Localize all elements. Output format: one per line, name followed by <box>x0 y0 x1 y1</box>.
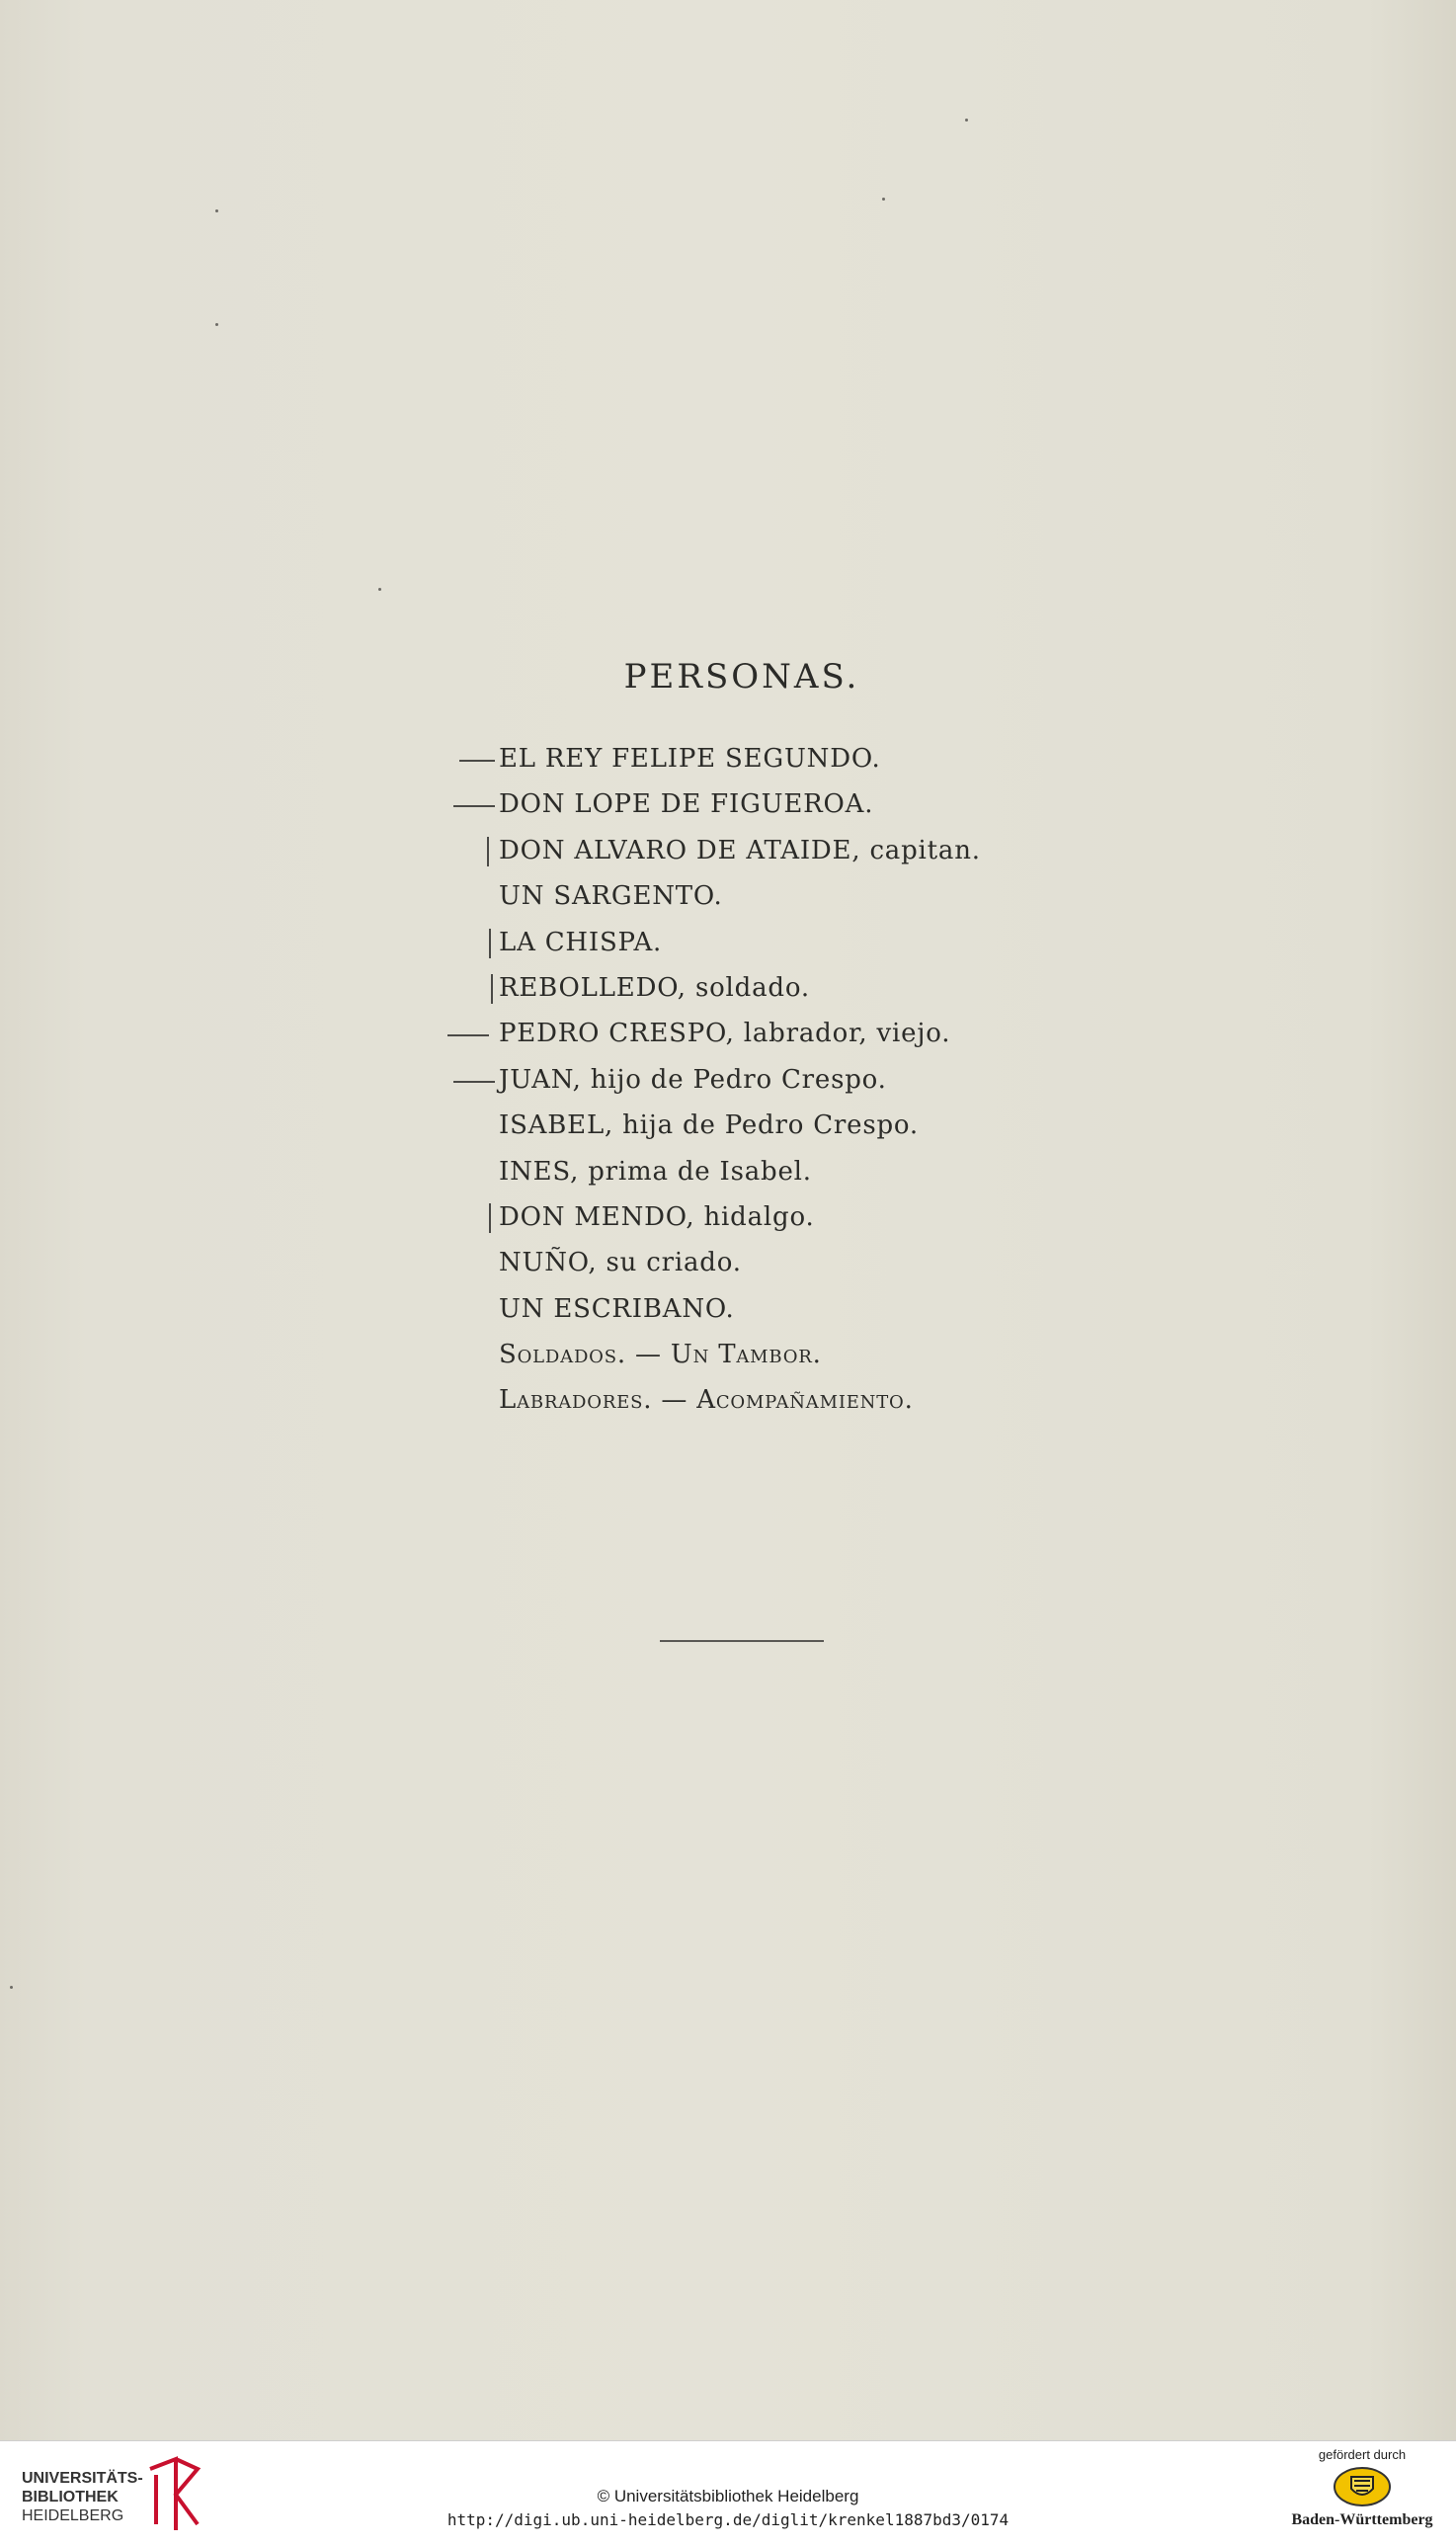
cast-entry-text: LA CHISPA. <box>499 927 663 957</box>
pencil-bar-mark <box>489 1203 491 1233</box>
pencil-dash-mark <box>459 760 495 762</box>
cast-entry <box>499 1240 1111 1285</box>
end-rule <box>660 1640 824 1642</box>
pencil-bar-mark <box>491 974 493 1004</box>
permalink-url[interactable]: http://digi.ub.uni-heidelberg.de/diglit/krenkel1887bd3/0174 <box>446 2510 1010 2529</box>
cast-entry-text: DON LOPE DE FIGUEROA. <box>499 789 874 820</box>
cast-entry <box>499 1194 1111 1240</box>
paper-speck <box>882 198 885 201</box>
pencil-dash-mark <box>453 1081 495 1083</box>
pencil-bar-mark <box>487 837 489 866</box>
cast-entry-text: ISABEL, hija de Pedro Crespo. <box>499 1110 919 1141</box>
cast-entry-text: DON MENDO, hidalgo. <box>499 1201 815 1232</box>
cast-entry-text: REBOLLEDO, soldado. <box>499 972 810 1003</box>
cast-list <box>499 736 1111 1424</box>
cast-entry <box>499 828 1111 873</box>
cast-entry <box>499 1286 1111 1332</box>
paper-speck <box>215 323 218 326</box>
cast-entry-text: Labradores. — Acompañamiento. <box>499 1385 914 1416</box>
cast-entry-text: UN SARGENTO. <box>499 881 723 912</box>
cast-entry <box>499 1103 1111 1148</box>
cast-entry-text: UN ESCRIBANO. <box>499 1293 735 1324</box>
cast-entry-text: DON ALVARO DE ATAIDE, capitan. <box>499 835 981 865</box>
sponsor-block[interactable] <box>1288 2447 1436 2529</box>
cast-entry-text: EL REY FELIPE SEGUNDO. <box>499 744 881 774</box>
paper-speck <box>215 209 218 212</box>
pencil-bar-mark <box>489 929 491 958</box>
cast-entry <box>499 736 1111 781</box>
cast-entry-text: Soldados. — Un Tambor. <box>499 1340 822 1370</box>
pencil-dash-mark <box>447 1034 489 1036</box>
cast-entry <box>499 1149 1111 1194</box>
cast-entry <box>499 965 1111 1011</box>
cast-entry-text: JUAN, hijo de Pedro Crespo. <box>499 1064 887 1095</box>
cast-entry <box>499 920 1111 965</box>
library-name-line1: UNIVERSITÄTS- <box>22 2470 143 2487</box>
library-name-line2: BIBLIOTHEK <box>22 2489 119 2505</box>
pencil-dash-mark <box>453 805 495 807</box>
state-seal-icon <box>1332 2465 1393 2508</box>
footer-bar <box>0 2440 1456 2546</box>
cast-entry <box>499 1011 1111 1056</box>
sponsor-label: gefördert durch <box>1318 2447 1407 2462</box>
cast-entry <box>499 1377 1111 1423</box>
sponsor-name: Baden-Württemberg <box>1291 2511 1433 2528</box>
cast-entry <box>499 781 1111 827</box>
paper-speck <box>10 1986 13 1989</box>
cast-entry <box>499 1057 1111 1103</box>
paper-speck <box>965 119 968 122</box>
copyright-text: © Universitätsbibliothek Heidelberg <box>597 2487 859 2505</box>
cast-entry-text: NUÑO, su criado. <box>499 1248 742 1278</box>
paper-speck <box>378 588 381 591</box>
library-name-line3: HEIDELBERG <box>22 2507 124 2524</box>
cast-entry-text: INES, prima de Isabel. <box>499 1156 812 1187</box>
page-title: PERSONAS. <box>623 657 860 697</box>
cast-entry <box>499 873 1111 919</box>
cast-entry-text: PEDRO CRESPO, labrador, viejo. <box>499 1019 951 1049</box>
cast-entry <box>499 1332 1111 1377</box>
